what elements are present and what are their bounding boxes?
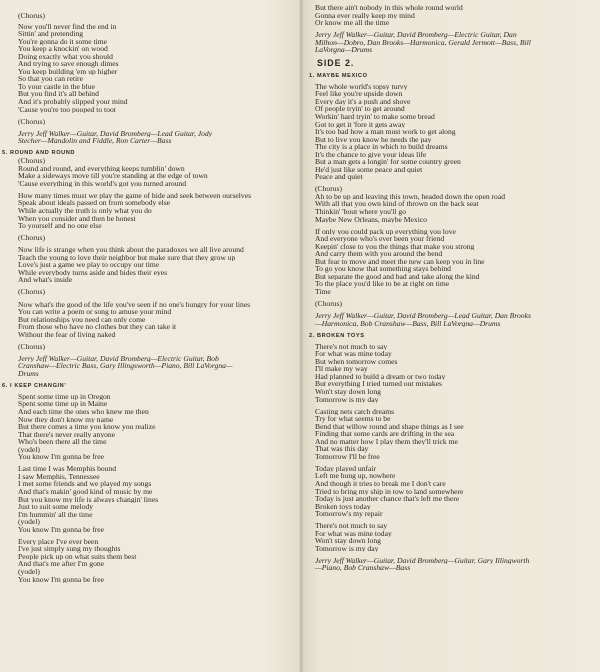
text-line: Love's just a game we play to occupy our time [18,261,160,269]
text-line: 'Cause you're too pooped to toot [18,105,116,114]
text-line: Last time I was Memphis bound [18,465,117,473]
text-line: Spent some time up in Oregon [18,392,111,401]
text-line: It's too bad how a man must work to get along [315,128,456,136]
text-line: Spent some time up in Maine [18,400,108,409]
text-line: Who's been there all the time [18,438,107,446]
text-line: But when tomorrow comes [315,357,398,366]
text-line: For what was mine today [315,529,392,538]
text-line: The whole world's topsy turvy [315,82,408,91]
text-line: Keepin' close to you the things that make you strong [315,242,475,251]
text-line: I'll make my way [315,365,368,373]
text-line: Without the fear of living naked [18,330,116,339]
text-line: But everything I tried turned out mistakes [315,380,442,388]
text-line: Now what's the good of the life you've seen if no one's hungry for your lines [18,300,251,309]
text-line: You can write a poem or song to amuse your mind [18,308,172,316]
text-line: But there comes a time you know you realize [18,423,156,431]
text-line: From those who have no clothes but they can take it [18,323,177,331]
text-line: Won't stay down long [315,387,381,396]
text-line: Every place I've ever been [18,537,99,546]
text-line: Tried to bring my ship in tow to land somewhere [315,487,464,496]
lyrics-chorus [315,193,592,223]
text-line: Now they don't know my name [18,415,114,424]
text-line: Stecher—Mandolin and Fiddle, Ron Carter—Bass [18,137,172,145]
chorus-label: (Chorus) [18,234,45,242]
lyrics-verse [18,465,296,533]
song-heading-broken-toys: 2. BROKEN TOYS [309,332,365,339]
text-line: But relationships you need can only come [18,315,146,324]
chorus-label: (Chorus) [18,342,45,351]
text-line: But fear to move and meet the new can keep you in line [315,257,485,266]
text-line: Try for what seems to be [315,415,391,423]
text-line: Sittin' and pretending [18,30,84,38]
text-line: I saw Memphis, Tennessee [18,472,100,481]
text-line: How many times must we play the game of hide and seek between ourselves [18,191,252,200]
text-line: Tomorrow's my repair [315,510,383,518]
chorus-label: (Chorus) [18,117,45,126]
text-line: Left me hung up, nowhere [315,472,396,480]
text-line: I've just simply sung my thoughts [18,545,121,553]
text-line: Thinkin' 'bout where you'll go [315,208,406,216]
lyrics-chorus [18,165,296,188]
text-line: I'm hummin' all the time [18,510,93,519]
lyrics-verse [18,23,296,114]
text-line: You keep building 'em up higher [18,67,118,76]
text-line: He'd just like some peace and quiet [315,165,423,174]
text-line: You're gonna do it some time [18,37,107,46]
text-line: If only you could pack up everything you love [315,227,456,236]
text-line: —Piano, Bob Cranshaw—Bass [315,564,411,572]
text-line: Round and round, and everything keeps tumblin' down [18,164,185,173]
text-line: There's not much to say [315,522,388,530]
text-line: To the place you'd like to be at right on time [315,280,450,288]
text-line: Today played unfair [315,464,377,473]
text-line: You keep a knockin' on wood [18,45,108,53]
text-line: And that's makin' good kind of music by me [18,487,153,496]
text-line: Tomorrow I'll be free [315,452,380,461]
text-line: But separate the good and bad and take along the kind [315,272,480,281]
text-line: While everybody turns aside and hides their eyes [18,268,168,277]
text-line: And carry them with you around the bend [315,250,443,258]
text-line: Tomorrow is my day [315,544,379,553]
text-line: For what was mine today [315,350,392,358]
text-line: Or know me all the time [315,19,390,27]
text-line: Doing exactly what you should [18,52,113,61]
text-line: And though it tries to break me I don't care [315,479,446,488]
text-line: Feel like you're upside down [315,90,403,98]
text-line: Maybe New Orleans, maybe Mexico [315,215,427,224]
text-line: Had planned to build a dream or two today [315,372,446,381]
text-line: (yodel) [18,445,40,454]
text-line: (yodel) [18,518,40,526]
text-line: But you know my life is always changin' lines [18,495,159,504]
lyrics-verse [315,343,592,403]
text-line: Of people tryin' to get around [315,105,405,113]
lyrics-verse [18,301,296,339]
chorus-label: (Chorus) [18,157,45,165]
text-line: Speak about ideals passed on from somebody else [18,199,171,208]
text-line: Jerry Jeff Walker—Guitar, David Bromberg—Lead Guitar, Dan Brooks [315,312,531,320]
text-line: With all that you own kind of thrown on the back seat [315,200,479,209]
text-line: Cranshaw—Electric Bass, Gary Illingsworth—Piano, Bill LaVorgna— [18,362,233,370]
text-line: And it's probably slipped your mind [18,98,128,106]
text-line: There's not much to say [315,342,388,351]
musician-credits [315,31,592,54]
lyrics-verse [18,246,296,284]
text-line: Every day it's a push and shove [315,97,411,106]
text-line: It's the chance to give your ideas life [315,150,427,159]
text-line: And that's me after I'm gone [18,560,105,568]
text-line: You know I'm gonna be free [18,453,105,461]
text-line: Won't stay down long [315,537,381,545]
text-line: Today is just another chance that's left me there [315,495,460,503]
lyrics-verse [315,522,592,552]
text-line: But there ain't nobody in this whole round world [315,4,463,12]
text-line: Drums [18,369,39,378]
text-line: You know I'm gonna be free [18,575,105,584]
text-line: Teach the young to love their neighbor but make sure that they grow up [18,253,236,262]
text-line: Time [315,288,331,296]
text-line: Peace and quiet [315,173,363,181]
lyrics-verse [315,4,592,27]
song-heading-i-keep-changin: 6. I KEEP CHANGIN' [2,382,67,389]
text-line: The city is a place in which to build dreams [315,143,448,151]
chorus-label: (Chorus) [315,185,342,193]
text-line: And each time the ones who knew me then [18,408,149,416]
lyrics-verse [315,408,592,461]
chorus-label: (Chorus) [315,300,342,308]
text-line: Milhon—Dobro, Dan Brooks—Harmonica, Gerald Jermott—Bass, Bill [315,38,531,47]
side-title: SIDE 2. [317,57,355,68]
text-line: Just to suit some melody [18,503,94,511]
text-line: Finding that some cards are drifting in the sea [315,430,455,438]
text-line: To yourself and no one else [18,222,102,230]
chorus-label: (Chorus) [18,12,45,20]
text-line: (yodel) [18,567,40,576]
text-line: LaVorgna—Drums [315,46,373,54]
lyrics-verse [18,538,296,583]
lyrics-verse [18,192,296,230]
lyrics-verse [18,393,296,461]
text-line: Workin' hard tryin' to make some bread [315,112,435,121]
text-line: But you find it's all behind [18,90,99,99]
text-line: To go you know that something stays behind [315,265,451,273]
chorus-label: (Chorus) [18,288,45,296]
text-line: Tomorrow is my day [315,395,379,404]
text-line: Broken toys today [315,502,371,511]
text-line: You know I'm gonna be free [18,525,105,534]
text-line: But a man gets a longin' for some country green [315,158,461,166]
musician-credits [315,557,592,572]
musician-credits [18,130,296,145]
text-line: People pick up on what suits them best [18,552,137,561]
text-line: Bend that willow round and shape things as I see [315,422,464,431]
text-line: 'Cause everything in this world's got you turned around [18,179,187,188]
text-line: Jerry Jeff Walker—Guitar, David Bromberg—Lead Guitar, Jody [18,129,213,138]
right-page [303,0,600,672]
text-line: When you consider and then be honest [18,214,136,223]
text-line: Now you'll never find the end in [18,22,117,31]
text-line: —Harmonica, Bob Cranshaw—Bass, Bill LaVorgna—Drums [315,319,501,328]
text-line: And what's inside [18,276,73,284]
text-line: Jerry Jeff Walker—Guitar, David Bromberg—Guitar, Gary Illingworth [315,556,530,565]
song-heading-round-and-round: 5. ROUND AND ROUND [2,150,76,157]
text-line: Got to get it 'fore it gets away [315,120,406,129]
text-line: I met some friends and we played my songs [18,480,152,488]
text-line: And no matter how I play them they'll trick me [315,437,458,446]
text-line: While actually the truth is only what you do [18,207,152,215]
musician-credits [18,355,296,378]
text-line: To your castle in the blue [18,82,95,91]
text-line: Make a sideways move till you're standing at the edge of town [18,172,208,180]
text-line: That was this day [315,445,369,453]
text-line: So that you can retire [18,75,83,83]
text-line: Jerry Jeff Walker—Guitar, David Bromberg—Electric Guitar, Bob [18,354,219,363]
lyrics-verse [315,228,592,296]
text-line: That there's never really anyone [18,430,116,439]
text-line: But to live you know he needs the pay [315,135,432,144]
text-line: And everyone who's ever been your friend [315,235,445,243]
text-line: Ah to be up and leaving this town, headed down the open road [315,192,506,201]
text-line: Casting nets catch dreams [315,407,395,416]
musician-credits [315,312,592,327]
text-line: Jerry Jeff Walker—Guitar, David Bromberg—Electric Guitar, Dan [315,31,517,39]
text-line: Now life is strange when you think about the paradoxes we all live around [18,246,244,254]
text-line: And trying to save enough dimes [18,60,119,68]
lyrics-verse [315,83,592,181]
text-line: Gonna ever really keep my mind [315,11,415,20]
song-heading-maybe-mexico: 1. MAYBE MEXICO [309,72,368,79]
lyrics-verse [315,465,592,518]
